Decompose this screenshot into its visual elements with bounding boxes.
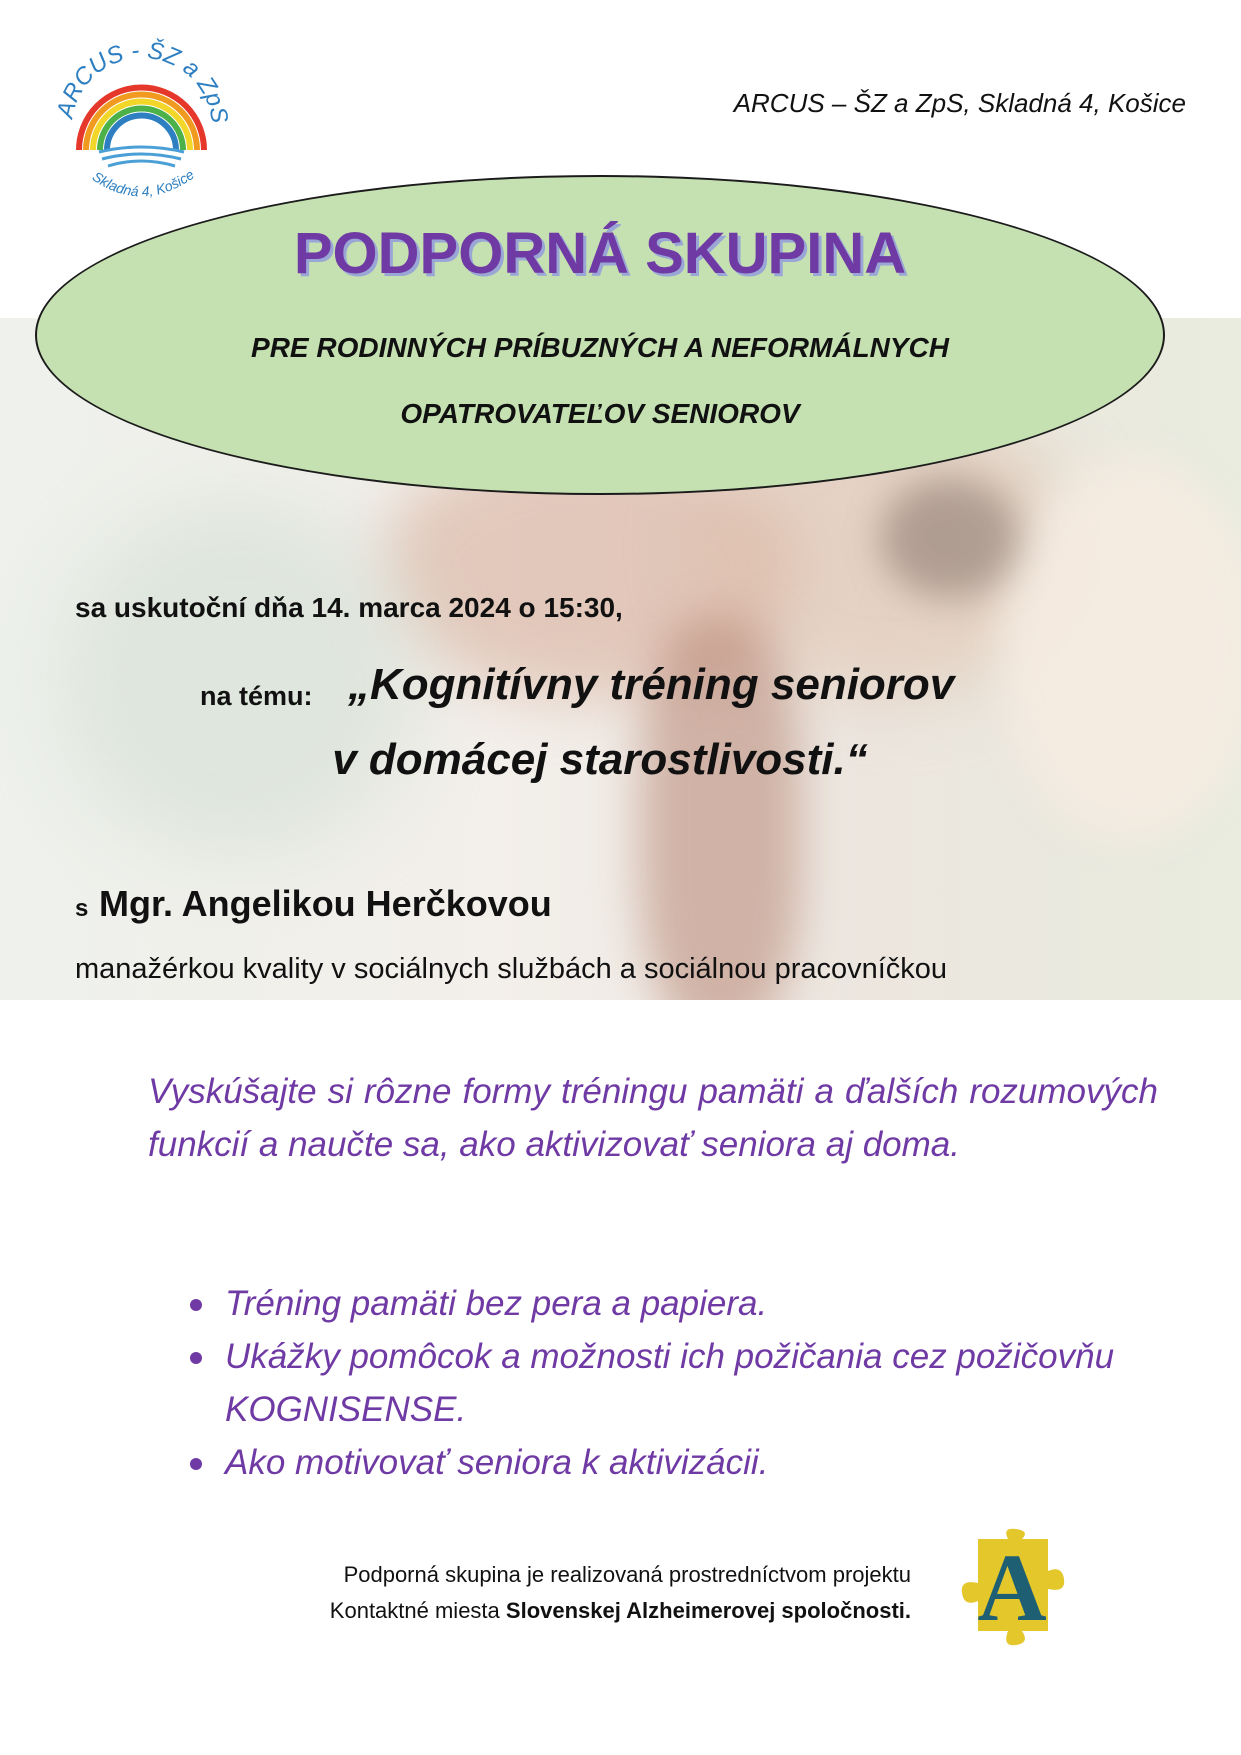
bullet-icon [190, 1352, 202, 1364]
event-date: sa uskutoční dňa 14. marca 2024 o 15:30, [75, 592, 623, 623]
page-title: PODPORNÁ SKUPINA [293, 221, 907, 286]
footer-organization: Slovenskej Alzheimerovej spoločnosti. [505, 1598, 911, 1623]
topic-line-2: v domácej starostlivosti.“ [332, 735, 868, 784]
header-address: ARCUS – ŠZ a ZpS, Skladná 4, Košice [733, 88, 1186, 118]
intro-paragraph: Vyskúšajte si rôzne formy tréningu pamäti a ďalších rozumových funkcií a naučte sa, ako aktivizovať seniora aj doma. [148, 1072, 1158, 1164]
list-item: Ukážky pomôcok a možnosti ich požičania cez požičovňu KOGNISENSE. [185, 1330, 1175, 1436]
speaker-name: Mgr. Angelikou Herčkovou [99, 883, 552, 924]
logo-bottom-text: Skladná 4, Košice [89, 166, 197, 200]
speaker-prefix: s [75, 895, 89, 922]
subtitle-line-1: PRE RODINNÝCH PRÍBUZNÝCH A NEFORMÁLNYCH [251, 332, 949, 363]
logo-letter: A [977, 1534, 1047, 1641]
topic-line-1: „Kognitívny tréning seniorov [348, 660, 955, 709]
subtitle-line-2: OPATROVATEĽOV SENIOROV [400, 398, 800, 429]
logo-arc-text: ARCUS - ŠZ a ZpS [51, 36, 234, 126]
alzheimer-society-logo [950, 1505, 1075, 1655]
footer-line-1: Podporná skupina je realizovaná prostredníctvom projektu [343, 1562, 911, 1587]
arcus-logo [44, 30, 234, 220]
topic-label: na tému: [200, 681, 313, 711]
speaker-role: manažérkou kvality v sociálnych službách a sociálnou pracovníčkou [75, 953, 948, 985]
footer-text [330, 1557, 911, 1629]
footer-line-2: Kontaktné miesta Slovenskej Alzheimerovej spoločnosti. [329, 1598, 911, 1623]
list-item: Tréning pamäti bez pera a papiera. [185, 1277, 1175, 1330]
bullet-icon [190, 1299, 202, 1311]
list-item: Ako motivovať seniora k aktivizácii. [185, 1436, 1175, 1489]
bullet-list [185, 1277, 1175, 1489]
bullet-icon [190, 1458, 202, 1470]
